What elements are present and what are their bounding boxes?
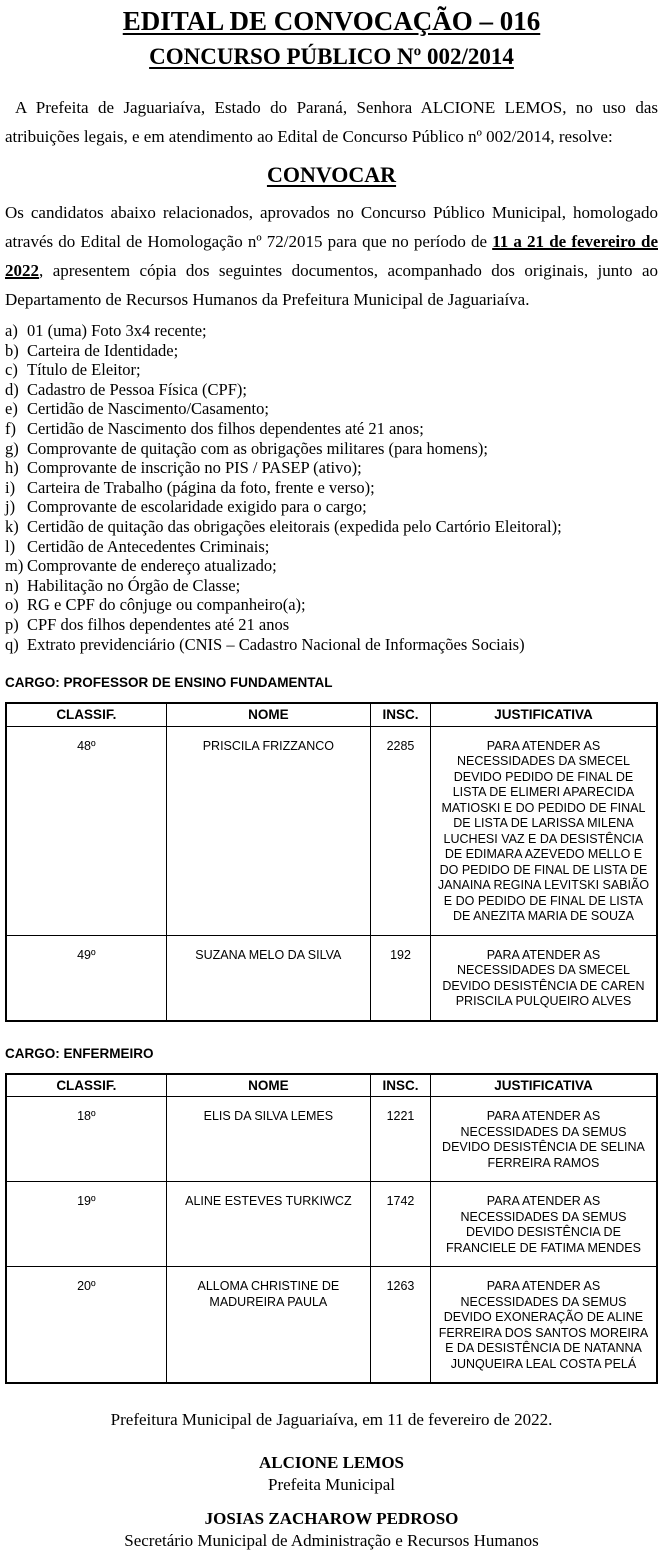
table-header-row: [6, 1074, 657, 1097]
column-header-insc: INSC.: [371, 703, 431, 726]
list-item: [5, 615, 658, 635]
list-item-text: Comprovante de quitação com as obrigações militares (para homens);: [27, 438, 488, 458]
list-item-text: Título de Eleitor;: [27, 360, 141, 380]
cell-justificativa: PARA ATENDER AS NECESSIDADES DA SMECEL DEVIDO DESISTÊNCIA DE CAREN PRISCILA PULQUEIRO ALVES: [430, 935, 657, 1021]
table-row: [6, 1267, 657, 1384]
date-line: Prefeitura Municipal de Jaguariaíva, em 11 de fevereiro de 2022.: [110, 1410, 553, 1430]
list-item-label: d): [5, 379, 19, 399]
cell-nome: ALLOMA CHRISTINE DE MADUREIRA PAULA: [166, 1267, 370, 1384]
list-item: [5, 478, 658, 498]
list-item: [5, 439, 658, 459]
convocar-heading-wrap: [5, 162, 658, 188]
list-item-text: Extrato previdenciário (CNIS – Cadastro Nacional de Informações Sociais): [27, 634, 525, 654]
cell-justificativa: PARA ATENDER AS NECESSIDADES DA SEMUS DEVIDO DESISTÊNCIA DE SELINA FERREIRA RAMOS: [430, 1097, 657, 1182]
enfermeiro-table: [5, 1073, 658, 1385]
cell-nome: SUZANA MELO DA SILVA: [166, 935, 370, 1021]
list-item-text: 01 (uma) Foto 3x4 recente;: [27, 321, 207, 340]
list-item-label: e): [5, 399, 18, 419]
convocation-period-highlight: 11 a 21 de fevereiro de 2022: [5, 232, 658, 280]
list-item-label: c): [5, 360, 18, 380]
cell-insc: 2285: [371, 726, 431, 935]
list-item-text: Certidão de Nascimento dos filhos dependentes até 21 anos;: [27, 418, 424, 438]
cell-insc: 192: [371, 935, 431, 1021]
intro-paragraph: A Prefeita de Jaguariaíva, Estado do Paraná, Senhora ALCIONE LEMOS, no uso das atribuições legais, e em atendimento ao Edital de Concurso Público nº 002/2014, resolve:: [5, 98, 658, 146]
cell-classif: 20º: [6, 1267, 166, 1384]
list-item-label: m): [5, 556, 24, 576]
signature-block-secretario: [5, 1508, 658, 1552]
cell-classif: 18º: [6, 1097, 166, 1182]
list-item: [5, 458, 658, 478]
column-header-nome: NOME: [166, 1074, 370, 1097]
convocation-paragraph-part2: , apresentem cópia dos seguintes documentos, acompanhado dos originais, junto ao Departamento de Recursos Humanos da Prefeitura Municipal de Jaguariaíva.: [5, 261, 658, 309]
cell-insc: 1221: [371, 1097, 431, 1182]
list-item-label: h): [5, 458, 19, 478]
list-item: [5, 556, 658, 576]
required-documents-list: [5, 321, 658, 654]
list-item-label: b): [5, 340, 19, 360]
list-item: [5, 380, 658, 400]
cell-insc: 1263: [371, 1267, 431, 1384]
document-title-text: EDITAL DE CONVOCAÇÃO – 016: [122, 6, 541, 36]
list-item-text: Carteira de Trabalho (página da foto, frente e verso);: [27, 477, 375, 497]
list-item-label: l): [5, 536, 16, 556]
list-item-label: n): [5, 575, 19, 595]
list-item-label: g): [5, 438, 19, 458]
cell-classif: 19º: [6, 1182, 166, 1267]
cell-justificativa: PARA ATENDER AS NECESSIDADES DA SEMUS DEVIDO EXONERAÇÃO DE ALINE FERREIRA DOS SANTOS MOREIRA E DA DESISTÊNCIA DE NATANNA JUNQUEIRA LEAL COSTA PELÁ: [430, 1267, 657, 1384]
list-item: [5, 341, 658, 361]
list-item-label: o): [5, 595, 19, 615]
list-item: [5, 419, 658, 439]
list-item: [5, 321, 658, 341]
document-subtitle: [5, 44, 658, 70]
list-item-label: i): [5, 477, 16, 497]
cell-nome: ALINE ESTEVES TURKIWCZ: [166, 1182, 370, 1267]
list-item-text: RG e CPF do cônjuge ou companheiro(a);: [27, 595, 306, 615]
list-item-text: Comprovante de escolaridade exigido para o cargo;: [27, 497, 367, 517]
list-item: [5, 517, 658, 537]
list-item-text: Comprovante de inscrição no PIS / PASEP (ativo);: [27, 458, 362, 478]
professor-table: [5, 702, 658, 1022]
list-item-text: Carteira de Identidade;: [27, 340, 179, 360]
list-item-text: CPF dos filhos dependentes até 21 anos: [27, 614, 290, 634]
convocation-paragraph: [5, 198, 658, 314]
list-item-text: Certidão de quitação das obrigações eleitorais (expedida pelo Cartório Eleitoral);: [27, 516, 562, 536]
table-header-row: [6, 703, 657, 726]
list-item-label: p): [5, 614, 19, 634]
list-item: [5, 360, 658, 380]
list-item: [5, 576, 658, 596]
convocation-paragraph-part1: Os candidatos abaixo relacionados, aprovados no Concurso Público Municipal, homologado através do Edital de Homologação nº 72/2015 para que no período de: [5, 203, 658, 251]
column-header-classif: CLASSIF.: [6, 703, 166, 726]
cell-insc: 1742: [371, 1182, 431, 1267]
cargo-heading-enfermeiro: CARGO: ENFERMEIRO: [5, 1045, 154, 1061]
list-item-label: q): [5, 634, 19, 654]
list-item-label: a): [5, 321, 18, 340]
list-item-text: Habilitação no Órgão de Classe;: [27, 575, 241, 595]
list-item-label: k): [5, 516, 19, 536]
cell-justificativa: PARA ATENDER AS NECESSIDADES DA SEMUS DEVIDO DESISTÊNCIA DE FRANCIELE DE FATIMA MENDES: [430, 1182, 657, 1267]
list-item-label: f): [5, 418, 16, 438]
table-row: [6, 935, 657, 1021]
signature-name: ALCIONE LEMOS: [259, 1453, 404, 1473]
table-row: [6, 1097, 657, 1182]
signature-name: JOSIAS ZACHAROW PEDROSO: [204, 1509, 459, 1529]
cell-classif: 48º: [6, 726, 166, 935]
list-item: [5, 635, 658, 655]
list-item-text: Certidão de Nascimento/Casamento;: [27, 399, 269, 419]
table-row: [6, 726, 657, 935]
signature-title: Prefeita Municipal: [268, 1475, 395, 1495]
column-header-justificativa: JUSTIFICATIVA: [430, 1074, 657, 1097]
list-item-label: j): [5, 497, 16, 517]
cell-classif: 49º: [6, 935, 166, 1021]
list-item-text: Certidão de Antecedentes Criminais;: [27, 536, 270, 556]
cell-nome: ELIS DA SILVA LEMES: [166, 1097, 370, 1182]
document-subtitle-text: CONCURSO PÚBLICO Nº 002/2014: [149, 44, 514, 69]
table-row: [6, 1182, 657, 1267]
signature-block-prefeita: [5, 1452, 658, 1496]
document-title: [5, 6, 658, 37]
list-item-text: Cadastro de Pessoa Física (CPF);: [27, 379, 247, 399]
list-item: [5, 595, 658, 615]
list-item: [5, 537, 658, 557]
column-header-insc: INSC.: [371, 1074, 431, 1097]
cell-justificativa: PARA ATENDER AS NECESSIDADES DA SMECEL DEVIDO PEDIDO DE FINAL DE LISTA DE ELIMERI APARECIDA MATIOSKI E DO PEDIDO DE FINAL DE LISTA DE LARISSA MILENA LUCHESI VAZ E DA DESISTÊNCIA DE EDIMARA AZEVEDO MELLO E DO PEDIDO DE FINAL DE LISTA DE JANAINA REGINA LEVITSKI SABIÃO E DO PEDIDO DE FINAL DE LISTA DE ANEZITA MARIA DE SOUZA: [430, 726, 657, 935]
list-item-text: Comprovante de endereço atualizado;: [27, 556, 277, 576]
cell-nome: PRISCILA FRIZZANCO: [166, 726, 370, 935]
column-header-classif: CLASSIF.: [6, 1074, 166, 1097]
list-item: [5, 497, 658, 517]
convocar-heading: CONVOCAR: [266, 162, 397, 187]
column-header-justificativa: JUSTIFICATIVA: [430, 703, 657, 726]
cargo-heading-professor: CARGO: PROFESSOR DE ENSINO FUNDAMENTAL: [5, 675, 333, 691]
signature-title: Secretário Municipal de Administração e Recursos Humanos: [124, 1531, 539, 1551]
list-item: [5, 399, 658, 419]
column-header-nome: NOME: [166, 703, 370, 726]
